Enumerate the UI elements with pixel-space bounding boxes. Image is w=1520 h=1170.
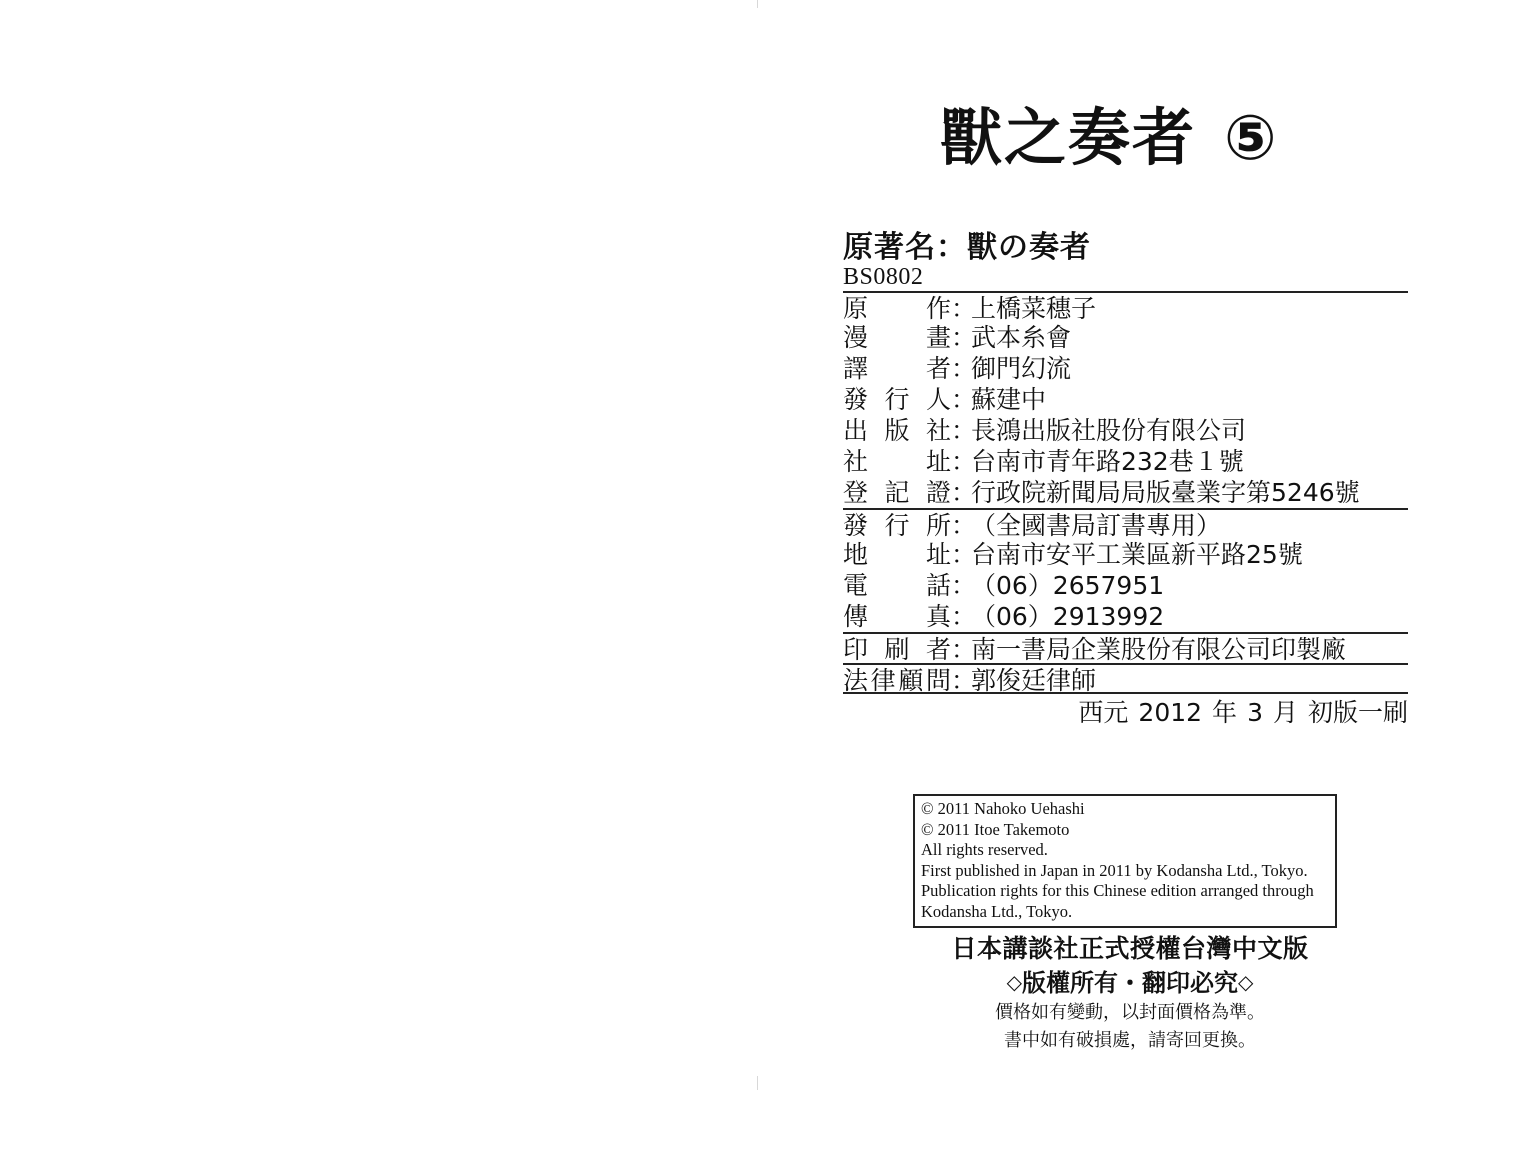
colophon-label-char: 出 [843, 416, 869, 445]
rights-reserved-text: 版權所有・翻印必究 [1022, 969, 1238, 997]
copyright-line: Kodansha Ltd., Tokyo. [921, 901, 1073, 921]
colophon-label-char: 顧 [898, 666, 924, 695]
price-notice: 價格如有變動，以封面價格為準。 [995, 1002, 1265, 1023]
date-year-unit: 年 [1212, 698, 1238, 727]
colophon-label-char: 原 [843, 294, 869, 323]
colophon-value: 台南市青年路232巷１號 [971, 447, 1244, 476]
gutter-mark-bottom [757, 1076, 758, 1090]
colophon-label-char: 人 [925, 385, 951, 414]
colophon-value: 郭俊廷律師 [971, 666, 1097, 695]
copyright-line: Publication rights for this Chinese edition arranged through [921, 881, 1314, 901]
colophon-label-char: 記 [884, 478, 910, 507]
colophon-separator: ： [951, 602, 977, 631]
copyright-line: © 2011 Itoe Takemoto [921, 819, 1070, 839]
copyright-line: All rights reserved. [921, 840, 1048, 860]
damage-notice: 書中如有破損處，請寄回更換。 [1004, 1030, 1256, 1051]
colophon-label [843, 634, 951, 663]
colophon-label-char: 刷 [884, 635, 910, 664]
colophon-label-char: 法 [843, 666, 869, 695]
colophon-separator: ： [951, 354, 977, 383]
book-title [940, 98, 1380, 178]
colophon-label-char: 社 [925, 416, 951, 445]
colophon-label-char: 作 [925, 294, 951, 323]
colophon-value: 台南市安平工業區新平路25號 [971, 540, 1303, 569]
date-month: 3 [1247, 698, 1263, 727]
colophon-label [843, 293, 951, 322]
colophon-rows [843, 291, 1408, 694]
colophon-row [843, 353, 1408, 384]
colophon-separator: ： [951, 635, 977, 664]
colophon-separator: ： [951, 571, 977, 600]
colophon-value: 蘇建中 [971, 385, 1047, 414]
colophon-label-char: 址 [925, 540, 951, 569]
colophon-label [843, 539, 951, 570]
diamond-icon: ◇ [1238, 970, 1254, 994]
colophon-value: （全國書局訂書專用） [971, 511, 1222, 540]
colophon-label-char: 傳 [843, 602, 869, 631]
publication-date [843, 694, 1408, 731]
colophon-table [843, 291, 1408, 731]
colophon-value: 南一書局企業股份有限公司印製廠 [971, 635, 1347, 664]
colophon-label-char: 真 [925, 602, 951, 631]
colophon-label-char: 問 [925, 666, 951, 695]
date-month-unit: 月 [1272, 698, 1298, 727]
book-code: BS0802 [843, 264, 924, 290]
colophon-separator: ： [951, 416, 977, 445]
original-title: 原著名：獸の奏者 [843, 230, 1091, 265]
colophon-value: 上橋菜穗子 [971, 294, 1097, 323]
colophon-row [843, 291, 1408, 322]
gutter-mark-top [757, 0, 758, 8]
colophon-row [843, 601, 1408, 632]
colophon-row [843, 415, 1408, 446]
colophon-row [843, 632, 1408, 663]
colophon-row [843, 322, 1408, 353]
colophon-label [843, 665, 951, 695]
colophon-separator: ： [951, 323, 977, 352]
colophon-label-char: 登 [843, 478, 869, 507]
colophon-label-char: 律 [870, 666, 896, 695]
colophon-row [843, 477, 1408, 508]
colophon-label-char: 話 [925, 571, 951, 600]
rights-reserved [860, 966, 1400, 999]
colophon-label-char: 行 [884, 385, 910, 414]
colophon-label-char: 版 [884, 416, 910, 445]
colophon-label [843, 322, 951, 353]
date-era: 西元 [1078, 698, 1129, 727]
copyright-line: © 2011 Nahoko Uehashi [921, 799, 1085, 818]
colophon-row [843, 663, 1408, 694]
colophon-label-char: 譯 [843, 354, 869, 383]
colophon-row [843, 539, 1408, 570]
colophon-separator: ： [951, 385, 977, 414]
authorization-notice [860, 932, 1400, 1055]
colophon-value: （06）2913992 [971, 602, 1165, 631]
colophon-label-char: 址 [925, 447, 951, 476]
book-title-main: 獸之奏者 [940, 101, 1197, 174]
colophon-label [843, 601, 951, 632]
colophon-row [843, 446, 1408, 477]
colophon-value: 長鴻出版社股份有限公司 [971, 416, 1247, 445]
colophon-row [843, 384, 1408, 415]
colophon-label-char: 漫 [843, 323, 869, 352]
colophon-label-char: 印 [843, 635, 869, 664]
copyright-notice [913, 794, 1337, 928]
colophon-label-char: 證 [925, 478, 951, 507]
colophon-label-char: 發 [843, 511, 869, 540]
colophon-value: 行政院新聞局局版臺業字第5246號 [971, 478, 1360, 507]
colophon-label-char: 地 [843, 540, 869, 569]
colophon-separator: ： [951, 478, 977, 507]
colophon-label [843, 384, 951, 415]
colophon-label [843, 353, 951, 384]
license-statement: 日本講談社正式授權台灣中文版 [951, 934, 1309, 963]
date-year: 2012 [1138, 698, 1203, 727]
colophon-label-char: 者 [925, 354, 951, 383]
colophon-label-char: 電 [843, 571, 869, 600]
colophon-label [843, 510, 951, 539]
colophon-label-char: 發 [843, 385, 869, 414]
colophon-label-char: 行 [884, 511, 910, 540]
colophon-label [843, 415, 951, 446]
colophon-row [843, 508, 1408, 539]
colophon-separator: ： [951, 294, 977, 323]
colophon-label [843, 446, 951, 477]
colophon-label-char: 畫 [925, 323, 951, 352]
colophon-label-char: 所 [925, 511, 951, 540]
copyright-line: First published in Japan in 2011 by Kodansha Ltd., Tokyo. [921, 860, 1308, 880]
colophon-separator: ： [951, 540, 977, 569]
date-edition: 初版一刷 [1307, 698, 1408, 727]
colophon-value: 武本糸會 [971, 323, 1072, 352]
colophon-separator: ： [951, 666, 977, 695]
diamond-icon: ◇ [1006, 970, 1022, 994]
colophon-value: （06）2657951 [971, 571, 1165, 600]
colophon-label [843, 570, 951, 601]
colophon-value: 御門幻流 [971, 354, 1072, 383]
colophon-row [843, 570, 1408, 601]
colophon-label-char: 者 [925, 635, 951, 664]
volume-number: ⑤ [1224, 101, 1279, 174]
colophon-label-char: 社 [843, 447, 869, 476]
colophon-label [843, 477, 951, 508]
colophon-separator: ： [951, 511, 977, 540]
colophon-separator: ： [951, 447, 977, 476]
